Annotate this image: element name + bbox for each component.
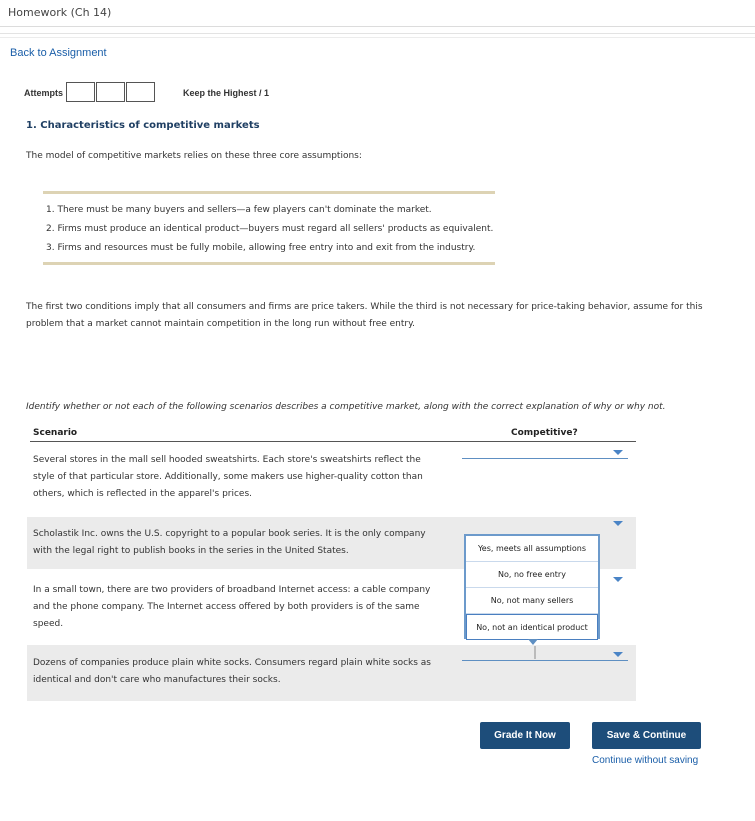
scenario-text: Several stores in the mall sell hooded sweatshirts. Each store's sweatshirts reflect the [33, 455, 421, 465]
text-cursor [534, 646, 536, 659]
assumption-item: 1. There must be many buyers and sellers—a few players can't dominate the market. [46, 205, 432, 215]
attempts-label: Attempts [24, 88, 64, 98]
table-header-divider [30, 441, 636, 442]
scenario-text: others, which is reflected in the apparel's prices. [33, 489, 253, 499]
question-paragraph [26, 299, 703, 333]
table-row [33, 526, 426, 560]
app-header [0, 0, 755, 27]
table-row [33, 452, 423, 503]
header-divider [0, 33, 755, 34]
continue-without-saving-link[interactable]: Continue without saving [592, 755, 699, 766]
competitive-select-4[interactable] [462, 660, 628, 661]
column-header-competitive: Competitive? [511, 428, 578, 438]
competitive-dropdown-menu[interactable] [464, 534, 600, 639]
assumption-item: 3. Firms and resources must be fully mobile, allowing free entry into and exit from the industry. [46, 243, 476, 253]
scenario-text: Dozens of companies produce plain white socks. Consumers regard plain white socks as [33, 658, 431, 668]
dropdown-option[interactable]: Yes, meets all assumptions [466, 536, 598, 562]
dropdown-option[interactable]: No, no free entry [466, 562, 598, 588]
keep-highest-label: Keep the Highest / 1 [183, 88, 270, 98]
dropdown-pointer [528, 639, 538, 645]
scenario-text: style of that particular store. Additionally, some makers use higher-quality cotton than [33, 472, 423, 482]
dropdown-option[interactable]: No, not many sellers [466, 588, 598, 614]
question-instruction: Identify whether or not each of the following scenarios describes a competitive market, along with the correct explanation of why or why not. [26, 402, 666, 412]
scenario-text: Scholastik Inc. owns the U.S. copyright to a popular book series. It is the only company [33, 529, 426, 539]
column-header-scenario: Scenario [33, 428, 78, 438]
chevron-down-icon[interactable] [613, 521, 623, 526]
competitive-select-1[interactable] [462, 458, 628, 459]
assumptions-top-rule [43, 191, 495, 194]
scenario-text: speed. [33, 619, 64, 629]
assumption-item: 2. Firms must produce an identical product—buyers must regard all sellers' products as equivalent. [46, 224, 494, 234]
scenario-text: In a small town, there are two providers of broadband Internet access: a cable company [33, 585, 431, 595]
page-title: Homework (Ch 14) [8, 6, 112, 19]
header-divider-2 [0, 37, 755, 38]
assumptions-bottom-rule [43, 262, 495, 265]
back-to-assignment-link[interactable]: Back to Assignment [10, 47, 107, 59]
chevron-down-icon[interactable] [613, 450, 623, 455]
table-row [33, 582, 430, 633]
scenario-text: identical and don't care who manufactures their socks. [33, 675, 281, 685]
assumptions-list [46, 201, 493, 258]
question-title: 1. Characteristics of competitive markets [26, 120, 260, 131]
scenario-text: with the legal right to publish books in the series in the United States. [33, 546, 349, 556]
paragraph-line: The first two conditions imply that all consumers and firms are price takers. While the third is not necessary for price-taking behavior, assume for this [26, 302, 703, 312]
attempt-box-3 [126, 82, 155, 102]
question-intro: The model of competitive markets relies on these three core assumptions: [26, 151, 362, 161]
attempt-box-2 [96, 82, 125, 102]
chevron-down-icon[interactable] [613, 577, 623, 582]
dropdown-option-highlighted[interactable]: No, not an identical product [466, 614, 598, 640]
save-continue-button[interactable]: Save & Continue [592, 722, 701, 749]
chevron-down-icon[interactable] [613, 652, 623, 657]
scenario-text: and the phone company. The Internet access offered by both providers is of the same [33, 602, 420, 612]
paragraph-line: problem that a market cannot maintain competition in the long run without free entry. [26, 319, 416, 329]
grade-it-now-button[interactable]: Grade It Now [480, 722, 570, 749]
table-row [33, 655, 431, 689]
attempt-box-1 [66, 82, 95, 102]
